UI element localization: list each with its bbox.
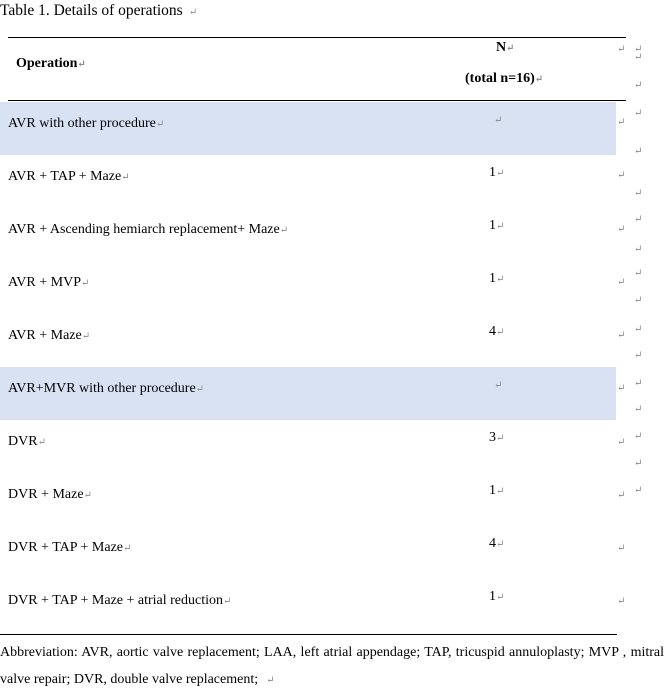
paragraph-mark-icon: ↵	[188, 7, 198, 18]
cell-end-mark-icon: ↵	[617, 437, 626, 448]
cell-end-mark-icon: ↵	[617, 596, 626, 607]
operation-label: AVR + TAP + Maze	[8, 169, 122, 184]
paragraph-mark-icon: ↵	[496, 539, 505, 550]
row-end-mark-icon: ↵	[634, 52, 643, 63]
cell-end-mark-icon: ↵	[617, 277, 626, 288]
header-n-total: (total n=16)↵	[465, 71, 544, 86]
paragraph-mark-icon: ↵	[77, 59, 86, 70]
count-value: 1	[489, 165, 496, 180]
count-cell	[494, 377, 502, 393]
count-value: 1	[489, 589, 496, 604]
operation-label: DVR + TAP + Maze + atrial reduction	[8, 593, 224, 608]
count-value: 1	[489, 218, 496, 233]
paragraph-mark-icon: ↵	[83, 490, 92, 501]
table-row	[0, 473, 616, 526]
count-cell	[489, 218, 504, 234]
paragraph-mark-icon: ↵	[496, 274, 505, 285]
paragraph-mark-icon: ↵	[496, 327, 505, 338]
header-operation: Operation↵	[16, 56, 86, 71]
cell-end-mark-icon: ↵	[617, 170, 626, 181]
operation-label: AVR + Maze	[8, 328, 82, 343]
count-cell	[489, 483, 504, 499]
operation-cell	[8, 434, 46, 450]
paragraph-mark-icon: ↵	[279, 225, 289, 236]
paragraph-mark-icon: ↵	[496, 168, 505, 179]
table-bottom-rule	[0, 634, 617, 635]
operation-label: AVR+MVR with other procedure	[8, 381, 196, 396]
row-end-mark-icon: ↵	[634, 108, 643, 119]
paragraph-mark-icon: ↵	[223, 596, 232, 607]
cell-end-mark-icon: ↵	[617, 543, 626, 554]
paragraph-mark-icon: ↵	[494, 115, 503, 126]
count-value: 4	[489, 536, 496, 551]
count-value: 1	[489, 271, 496, 286]
count-cell	[489, 165, 504, 181]
paragraph-mark-icon: ↵	[123, 543, 132, 554]
table-row	[0, 155, 616, 208]
paragraph-mark-icon: ↵	[506, 43, 515, 54]
row-end-mark-icon: ↵	[634, 485, 643, 496]
row-end-mark-icon: ↵	[634, 350, 643, 361]
operation-cell	[8, 540, 131, 556]
row-end-mark-icon: ↵	[634, 214, 643, 225]
operation-cell	[8, 116, 164, 132]
table-row	[0, 261, 616, 314]
operation-label: AVR + Ascending hemiarch replacement+ Maze	[8, 222, 280, 237]
operation-label: DVR + TAP + Maze	[8, 540, 123, 555]
paragraph-mark-icon: ↵	[496, 486, 505, 497]
operation-cell	[8, 593, 231, 609]
row-end-mark-icon: ↵	[634, 268, 643, 279]
cell-end-mark-icon: ↵	[617, 383, 626, 394]
operation-cell	[8, 169, 130, 185]
operation-label: AVR with other procedure	[8, 116, 156, 131]
paragraph-mark-icon: ↵	[496, 592, 505, 603]
table-row	[0, 314, 616, 367]
header-n: N↵	[496, 40, 515, 55]
paragraph-mark-icon: ↵	[37, 437, 46, 448]
cell-end-mark-icon: ↵	[617, 490, 626, 501]
operation-cell	[8, 275, 89, 291]
row-end-mark-icon: ↵	[634, 295, 643, 306]
operation-cell	[8, 487, 92, 503]
row-end-mark-icon: ↵	[634, 188, 643, 199]
row-end-mark-icon: ↵	[634, 146, 643, 157]
paragraph-mark-icon: ↵	[121, 172, 130, 183]
count-cell	[494, 112, 502, 128]
paragraph-mark-icon: ↵	[534, 74, 544, 85]
count-value: 3	[489, 430, 496, 445]
row-end-mark-icon: ↵	[634, 244, 643, 255]
paragraph-mark-icon: ↵	[155, 119, 165, 130]
paragraph-mark-icon: ↵	[496, 221, 505, 232]
operation-cell	[8, 328, 90, 344]
count-value: 1	[489, 483, 496, 498]
table-caption: Table 1. Details of operations ↵	[0, 2, 198, 19]
count-value: 4	[489, 324, 496, 339]
table-top-rule	[8, 37, 626, 38]
cell-end-mark-icon: ↵	[617, 330, 626, 341]
operation-cell	[8, 381, 204, 397]
operation-cell	[8, 222, 288, 238]
count-cell	[489, 271, 504, 287]
paragraph-mark-icon: ↵	[81, 331, 91, 342]
paragraph-mark-icon: ↵	[195, 384, 205, 395]
operation-label: DVR + Maze	[8, 487, 84, 502]
paragraph-mark-icon: ↵	[81, 278, 90, 289]
count-cell	[489, 536, 504, 552]
row-end-mark-icon: ↵	[634, 80, 643, 91]
row-end-mark-icon: ↵	[634, 324, 643, 335]
paragraph-mark-icon: ↵	[494, 380, 503, 391]
count-cell	[489, 589, 504, 605]
table-group-row	[0, 102, 616, 155]
cell-end-mark-icon: ↵	[617, 44, 626, 55]
operation-label: DVR	[8, 434, 38, 449]
table-row	[0, 208, 616, 261]
operation-label: AVR + MVP	[8, 275, 81, 290]
count-cell	[489, 324, 504, 340]
count-cell	[489, 430, 504, 446]
paragraph-mark-icon: ↵	[266, 675, 275, 686]
table-group-row	[0, 367, 616, 420]
table-row	[0, 579, 616, 632]
row-end-mark-icon: ↵	[634, 378, 643, 389]
row-end-mark-icon: ↵	[634, 44, 643, 55]
table-row	[0, 420, 616, 473]
row-end-mark-icon: ↵	[634, 404, 643, 415]
table-row	[0, 526, 616, 579]
abbreviation-note: Abbreviation: AVR, aortic valve replacement; LAA, left atrial appendage; TAP, tricuspid annuloplasty; MVP , mitral valve repair; DVR, double valve replacement; ↵	[0, 645, 664, 687]
cell-end-mark-icon: ↵	[617, 117, 626, 128]
row-end-mark-icon: ↵	[634, 431, 643, 442]
table-header-rule	[8, 100, 626, 101]
paragraph-mark-icon: ↵	[496, 433, 505, 444]
cell-end-mark-icon: ↵	[617, 224, 626, 235]
row-end-mark-icon: ↵	[634, 458, 643, 469]
